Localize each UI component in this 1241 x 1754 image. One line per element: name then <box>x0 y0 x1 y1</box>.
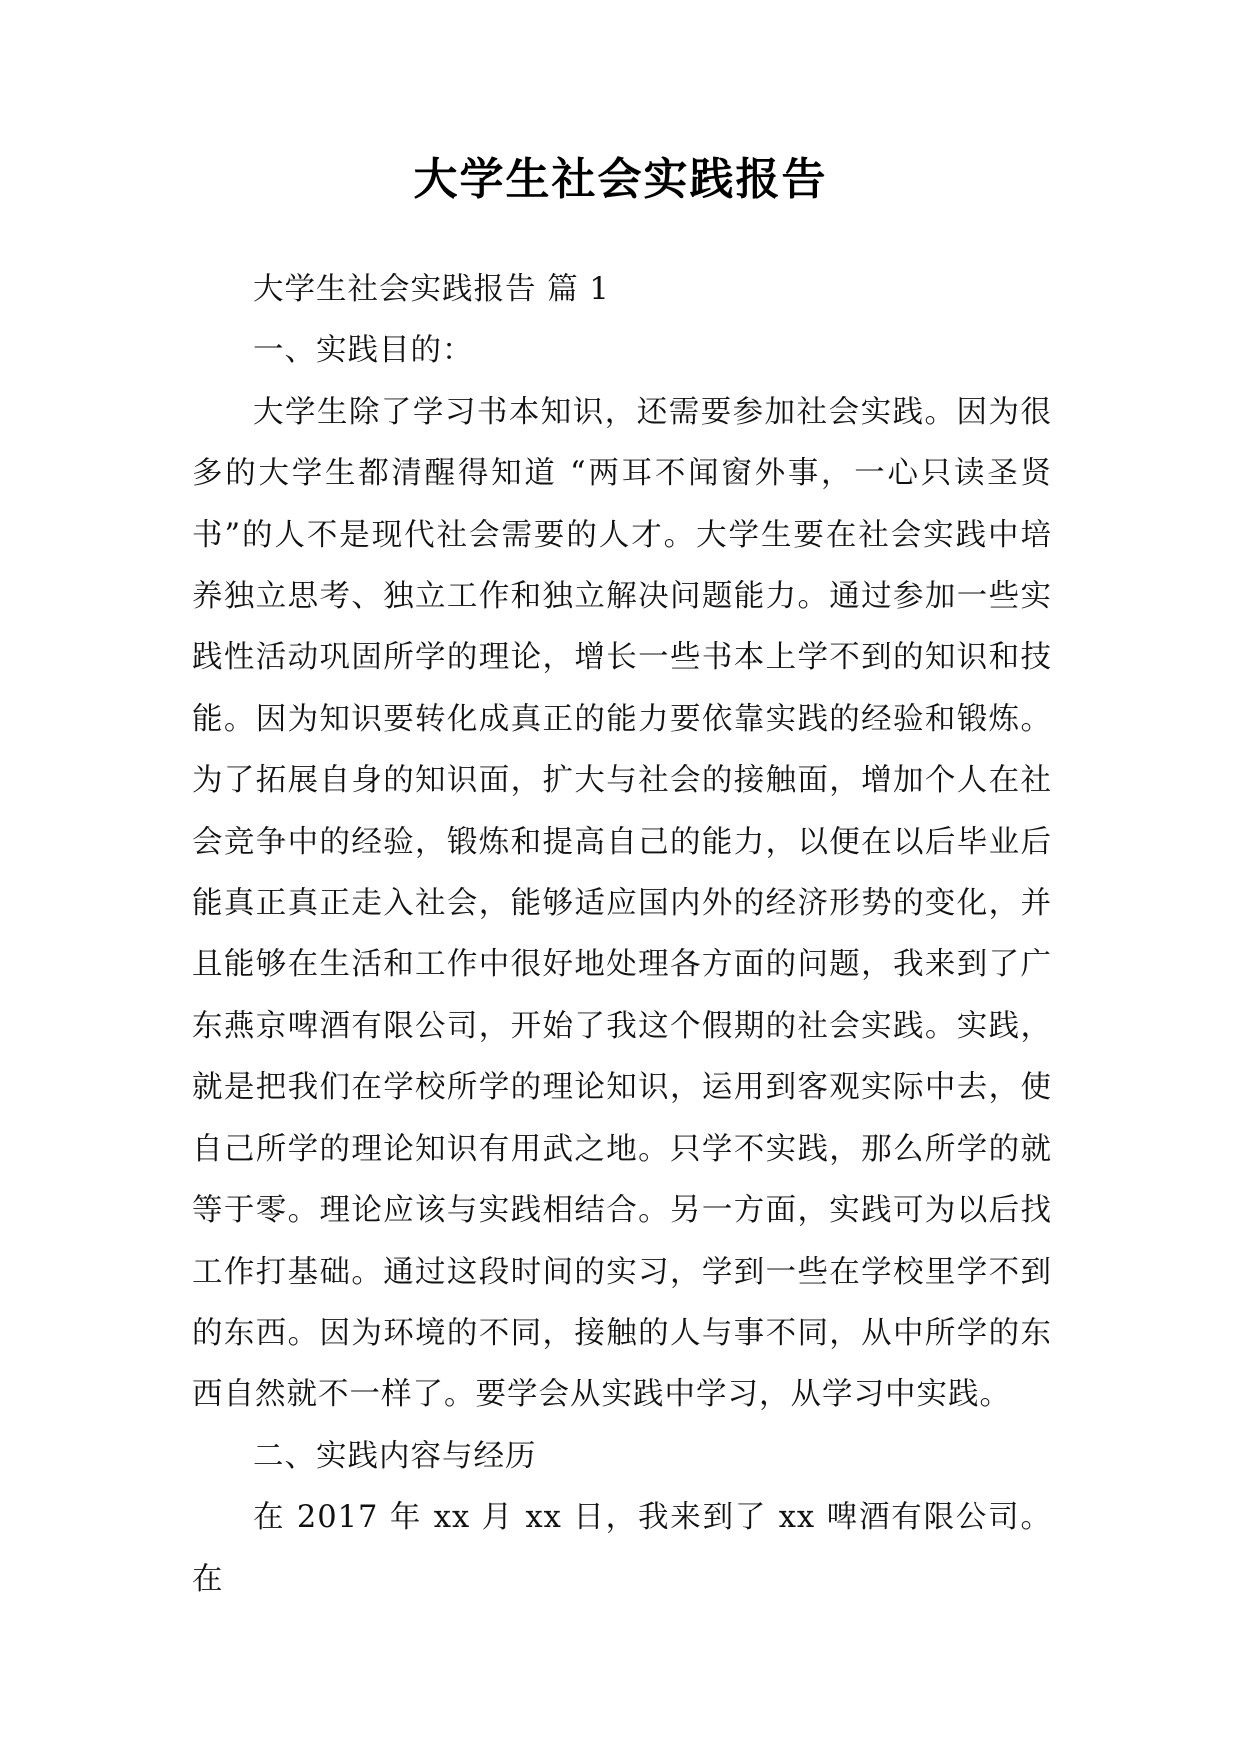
paragraph-content-start: 在 2017 年 xx 月 xx 日，我来到了 xx 啤酒有限公司。在 <box>192 1500 1052 1597</box>
section-heading-purpose: 一、实践目的： <box>253 333 474 369</box>
section-heading-content: 二、实践内容与经历 <box>253 1438 537 1474</box>
section-heading-part-1: 大学生社会实践报告 篇 1 <box>253 272 610 307</box>
document-body <box>192 259 1052 1610</box>
document-title: 大学生社会实践报告 <box>413 154 828 205</box>
paragraph-purpose-body: 大学生除了学习书本知识，还需要参加社会实践。因为很多的大学生都清醒得知道 “两耳不闻窗外事，一心只读圣贤书”的人不是现代社会需要的人才。大学生要在社会实践中培养独立思考、独立工作和独立解决问题能力。通过参加一些实践性活动巩固所学的理论，增长一些书本上学不到的知识和技能。因为知识要转化成真正的能力要依靠实践的经验和锻炼。为了拓展自身的知识面，扩大与社会的接触面，增加个人在社会竞争中的经验，锻炼和提高自己的能力，以便在以后毕业后能真正真正走入社会，能够适应国内外的经济形势的变化，并且能够在生活和工作中很好地处理各方面的问题，我来到了广东燕京啤酒有限公司，开始了我这个假期的社会实践。实践，就是把我们在学校所学的理论知识，运用到客观实际中去，使自己所学的理论知识有用武之地。只学不实践，那么所学的就等于零。理论应该与实践相结合。另一方面，实践可为以后找工作打基础。通过这段时间的实习，学到一些在学校里学不到的东西。因为环境的不同，接触的人与事不同，从中所学的东西自然就不一样了。要学会从实践中学习，从学习中实践。 <box>192 394 1052 1413</box>
